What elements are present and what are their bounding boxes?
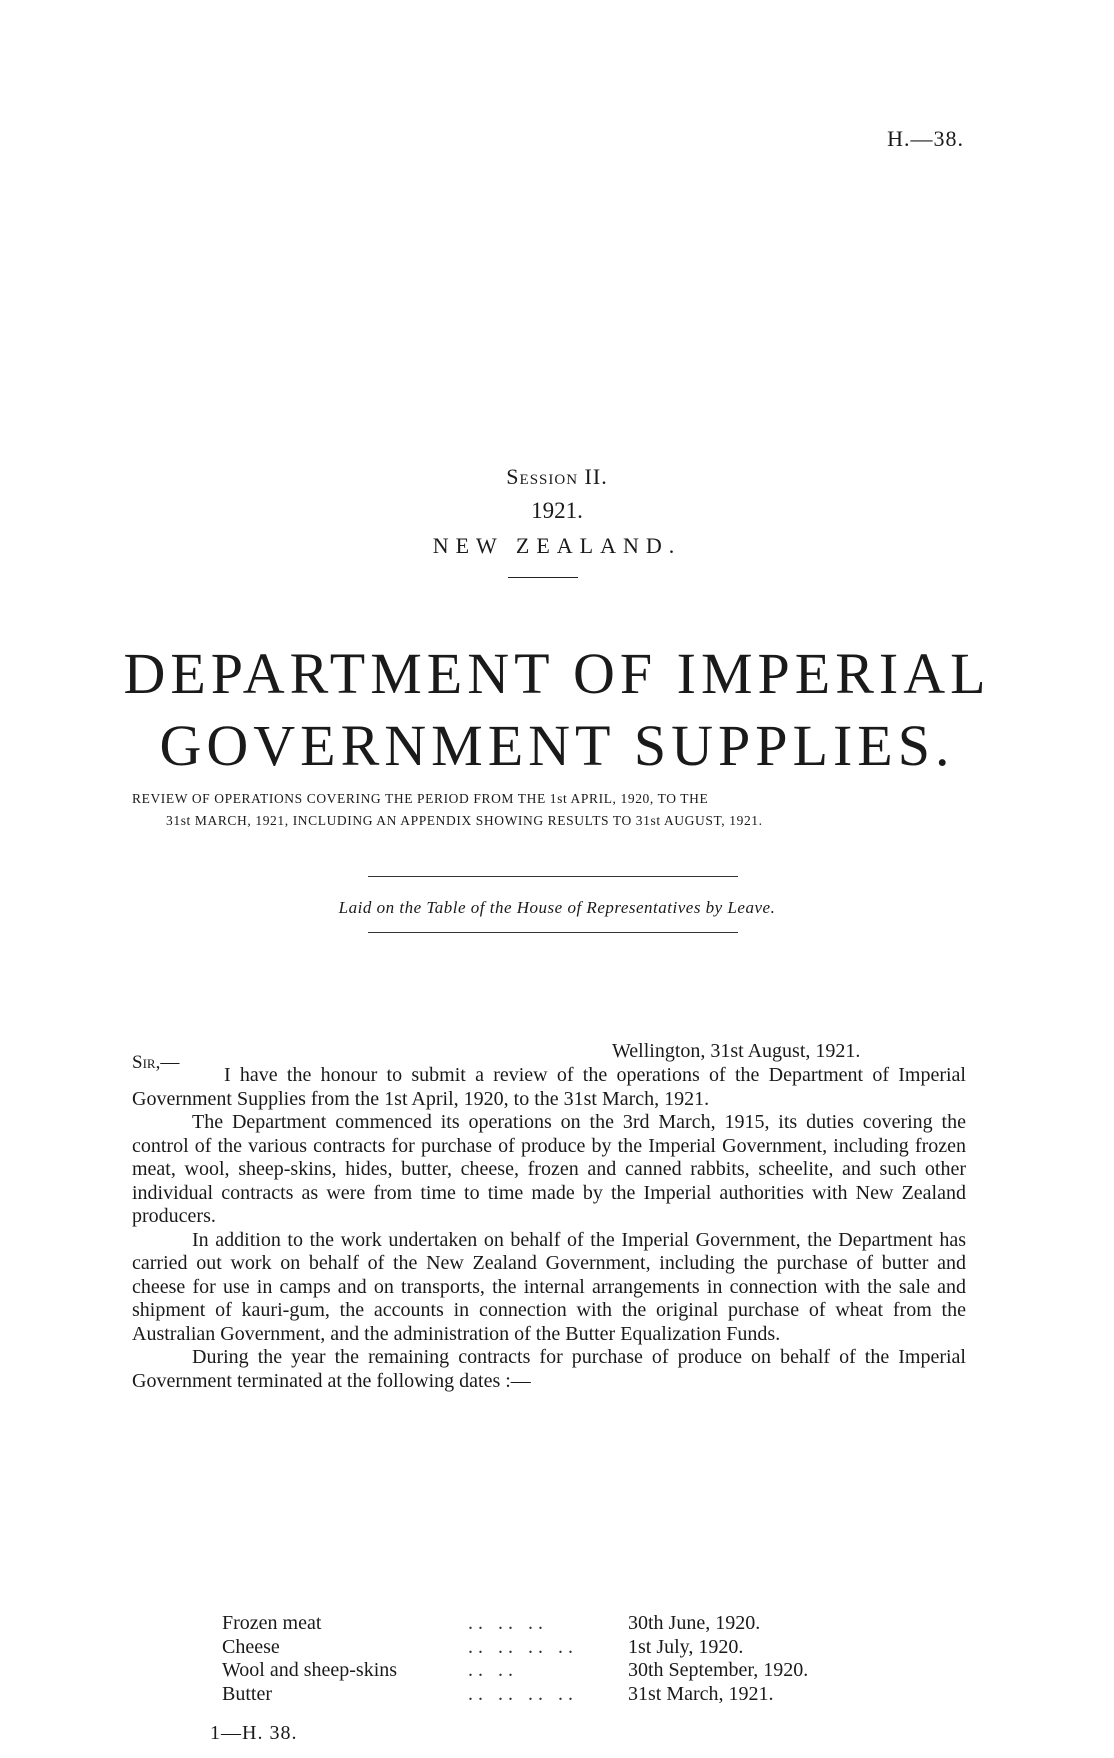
session-year: 1921. xyxy=(531,498,583,523)
dot-leader: .. .. .. .. xyxy=(468,1682,578,1705)
paragraph-4: During the year the remaining contracts for purchase of produce on behalf of the Imperial Government terminated at the following dates :— xyxy=(132,1346,966,1392)
table-row xyxy=(222,1612,868,1636)
country-name: NEW ZEALAND. xyxy=(432,533,682,558)
termination-date: 1st July, 1920. xyxy=(628,1635,744,1658)
table-row xyxy=(222,1683,868,1707)
title-line-2: GOVERNMENT SUPPLIES. xyxy=(159,713,955,778)
termination-date: 30th September, 1920. xyxy=(628,1659,809,1681)
termination-date: 31st March, 1921. xyxy=(628,1682,774,1705)
dot-leader: .. .. .. xyxy=(468,1612,548,1634)
divider-short xyxy=(508,577,578,578)
letter-body xyxy=(132,1064,966,1393)
termination-date: 30th June, 1920. xyxy=(628,1612,761,1634)
laid-on-table-note: Laid on the Table of the House of Representatives by Leave. xyxy=(338,898,776,917)
title-line-1: DEPARTMENT OF IMPERIAL xyxy=(123,641,991,706)
produce-item: Wool and sheep-skins xyxy=(222,1659,398,1681)
divider-top xyxy=(368,876,738,877)
dot-leader: .. .. .. .. xyxy=(468,1635,578,1658)
session-label: Session II. xyxy=(506,464,608,489)
subtitle-line-1: REVIEW OF OPERATIONS COVERING THE PERIOD FROM THE 1st APRIL, 1920, TO THE xyxy=(132,791,709,806)
produce-item: Frozen meat xyxy=(222,1612,322,1634)
letter-salutation: Sir,— xyxy=(132,1052,180,1073)
subtitle-line-2: 31st MARCH, 1921, INCLUDING AN APPENDIX SHOWING RESULTS TO 31st AUGUST, 1921. xyxy=(166,813,763,828)
produce-item: Cheese xyxy=(222,1635,280,1658)
page-reference: 1—H. 38. xyxy=(210,1722,298,1744)
paragraph-1: I have the honour to submit a review of the operations of the Department of Imperial Government Supplies from the 1st April, 1920, to the 31st March, 1921. xyxy=(132,1064,966,1110)
produce-item: Butter xyxy=(222,1682,272,1705)
table-row xyxy=(222,1659,868,1683)
table-row xyxy=(222,1636,868,1660)
termination-dates-table xyxy=(222,1612,868,1706)
letter-dateline: Wellington, 31st August, 1921. xyxy=(612,1040,861,1062)
document-reference: H.—38. xyxy=(887,126,964,151)
paragraph-2: The Department commenced its operations on the 3rd March, 1915, its duties covering the control of the various contracts for purchase of produce by the Imperial Government, including frozen meat, wool, sheep-skins, hides, butter, cheese, frozen and canned rabbits, scheelite, and such other individual contracts as were from time to time made by the Imperial authorities with New Zealand producers. xyxy=(132,1111,966,1227)
paragraph-3: In addition to the work undertaken on behalf of the Imperial Government, the Department has carried out work on behalf of the New Zealand Government, including the purchase of butter and cheese for use in camps and on transports, the internal arrangements in connection with the sale and shipment of kauri-gum, the accounts in connection with the original purchase of wheat from the Australian Government, and the administration of the Butter Equalization Funds. xyxy=(132,1228,966,1345)
divider-bottom xyxy=(368,932,738,933)
report-subtitle xyxy=(132,788,978,832)
dot-leader: .. .. xyxy=(468,1659,518,1681)
